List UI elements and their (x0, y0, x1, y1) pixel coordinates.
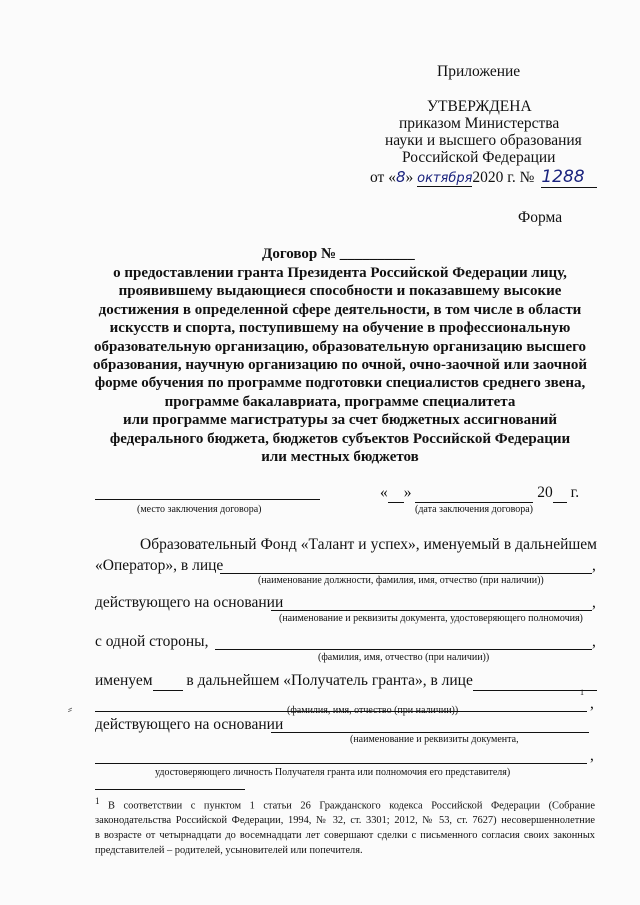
handwritten-month: октября (417, 171, 473, 186)
recipient-basis-field[interactable] (271, 732, 589, 733)
acting-on-basis-label-2: действующего на основании (95, 716, 284, 733)
contract-heading: Договор № __________ (262, 246, 415, 262)
named-middle: в дальнейшем «Получатель гранта», в лице (186, 672, 473, 689)
appendix-label: Приложение (437, 63, 521, 80)
comma: , (590, 695, 594, 712)
form-label: Форма (518, 209, 563, 226)
comma: , (592, 557, 596, 574)
caption-fio: (фамилия, имя, отчество (при наличии)) (318, 652, 490, 663)
quote-close: » (403, 484, 412, 501)
operator-basis-field[interactable] (271, 610, 592, 611)
approved-label: УТВЕРЖДЕНА (427, 98, 532, 115)
footnote-line: законодательства Российской Федерации, 1994, № 32, ст. 3301; 2012, № 53, ст. 7627) несовершеннолетние (95, 815, 595, 827)
title-line: федерального бюджета, бюджетов субъектов Российской Федерации (109, 430, 571, 447)
footnote-line: $^1$ В соответствии с пунктом 1 статьи 26 Гражданского кодекса Российской Федерации (Собрание (95, 796, 595, 812)
caption-position: (наименование должности, фамилия, имя, отчество (при наличии)) (258, 575, 544, 586)
title-line: достижения в определенной сфере деятельности, в том числе в области (98, 301, 582, 318)
date-field-group (380, 484, 579, 503)
title-line: о предоставлении гранта Президента Российской Федерации лицу, (113, 265, 567, 281)
footnote-reference[interactable]: 1 (580, 688, 584, 697)
caption-fio-2: (фамилия, имя, отчество (при наличии)) (287, 705, 459, 716)
handwritten-order-number: 1288 (541, 167, 597, 188)
order-line-3: Российской Федерации (402, 149, 556, 166)
comma: , (590, 747, 594, 764)
operator-representative-field[interactable] (220, 573, 592, 574)
year-suffix: г. (570, 484, 580, 501)
footnote-line: представителей – родителей, усыновителей или попечителя. (95, 845, 363, 857)
place-caption: (место заключения договора) (137, 504, 262, 515)
title-line: или программе магистратуры за счет бюджетных ассигнований (122, 412, 558, 429)
order-line-2: науки и высшего образования (385, 132, 582, 149)
one-side-field[interactable] (215, 649, 592, 650)
place-field[interactable] (95, 499, 320, 500)
quote-open: « (380, 484, 388, 501)
title-line: искусств и спорта, поступившему на обучение в профессиональную (109, 320, 571, 337)
date-caption: (дата заключения договора) (415, 504, 533, 515)
one-side-label: с одной стороны, (95, 633, 209, 650)
year-field[interactable] (553, 484, 567, 503)
named-ending-field[interactable] (153, 672, 183, 691)
contract-title (80, 264, 600, 466)
title-line: образования, научную организацию по очной, очно-заочной или заочной (93, 357, 587, 374)
title-line: проявившему выдающиеся способности и показавшему высокие (118, 283, 562, 300)
comma: , (592, 594, 596, 611)
year-prefix: 20 (537, 484, 553, 501)
para1-line1: Образовательный Фонд «Талант и успех», именуемый в дальнейшем (140, 536, 597, 553)
footnote-line: в возрасте от четырнадцати до восемнадцати лет совершают сделки с письменного согласия своих законных (95, 830, 595, 842)
margin-mark: ⸗ (68, 702, 72, 716)
order-date-line (370, 167, 597, 188)
order-line-1: приказом Министерства (399, 115, 560, 132)
date-separator: » (405, 169, 414, 186)
month-field[interactable] (415, 484, 533, 503)
caption-document-2: (наименование и реквизиты документа, (350, 734, 519, 745)
footnote-separator (95, 789, 245, 790)
caption-document: (наименование и реквизиты документа, удостоверяющего полномочия) (279, 613, 583, 624)
named-line (95, 672, 597, 691)
para1-line2: «Оператор», в лице (95, 557, 224, 574)
title-line: образовательную организацию, образовательную организацию высшего (93, 338, 587, 355)
day-field[interactable] (388, 484, 404, 503)
title-line: программе бакалавриата, программе специалитета (164, 393, 516, 410)
footnote (95, 794, 595, 858)
date-year: 2020 г. № (472, 169, 535, 186)
handwritten-day: 8 (395, 168, 406, 186)
footnote-mark: 1 (95, 796, 100, 806)
caption-identity: удостоверяющего личность Получателя гранта или полномочия его представителя) (155, 767, 511, 778)
date-prefix: от « (370, 169, 396, 186)
recipient-document-field[interactable] (95, 763, 587, 764)
title-line: форме обучения по программе подготовки специалистов среднего звена, (94, 375, 586, 392)
recipient-representative-field[interactable] (473, 672, 597, 691)
title-line: или местных бюджетов (261, 449, 419, 466)
comma: , (592, 633, 596, 650)
acting-on-basis-label: действующего на основании (95, 594, 284, 611)
named-prefix: именуем (95, 672, 153, 689)
